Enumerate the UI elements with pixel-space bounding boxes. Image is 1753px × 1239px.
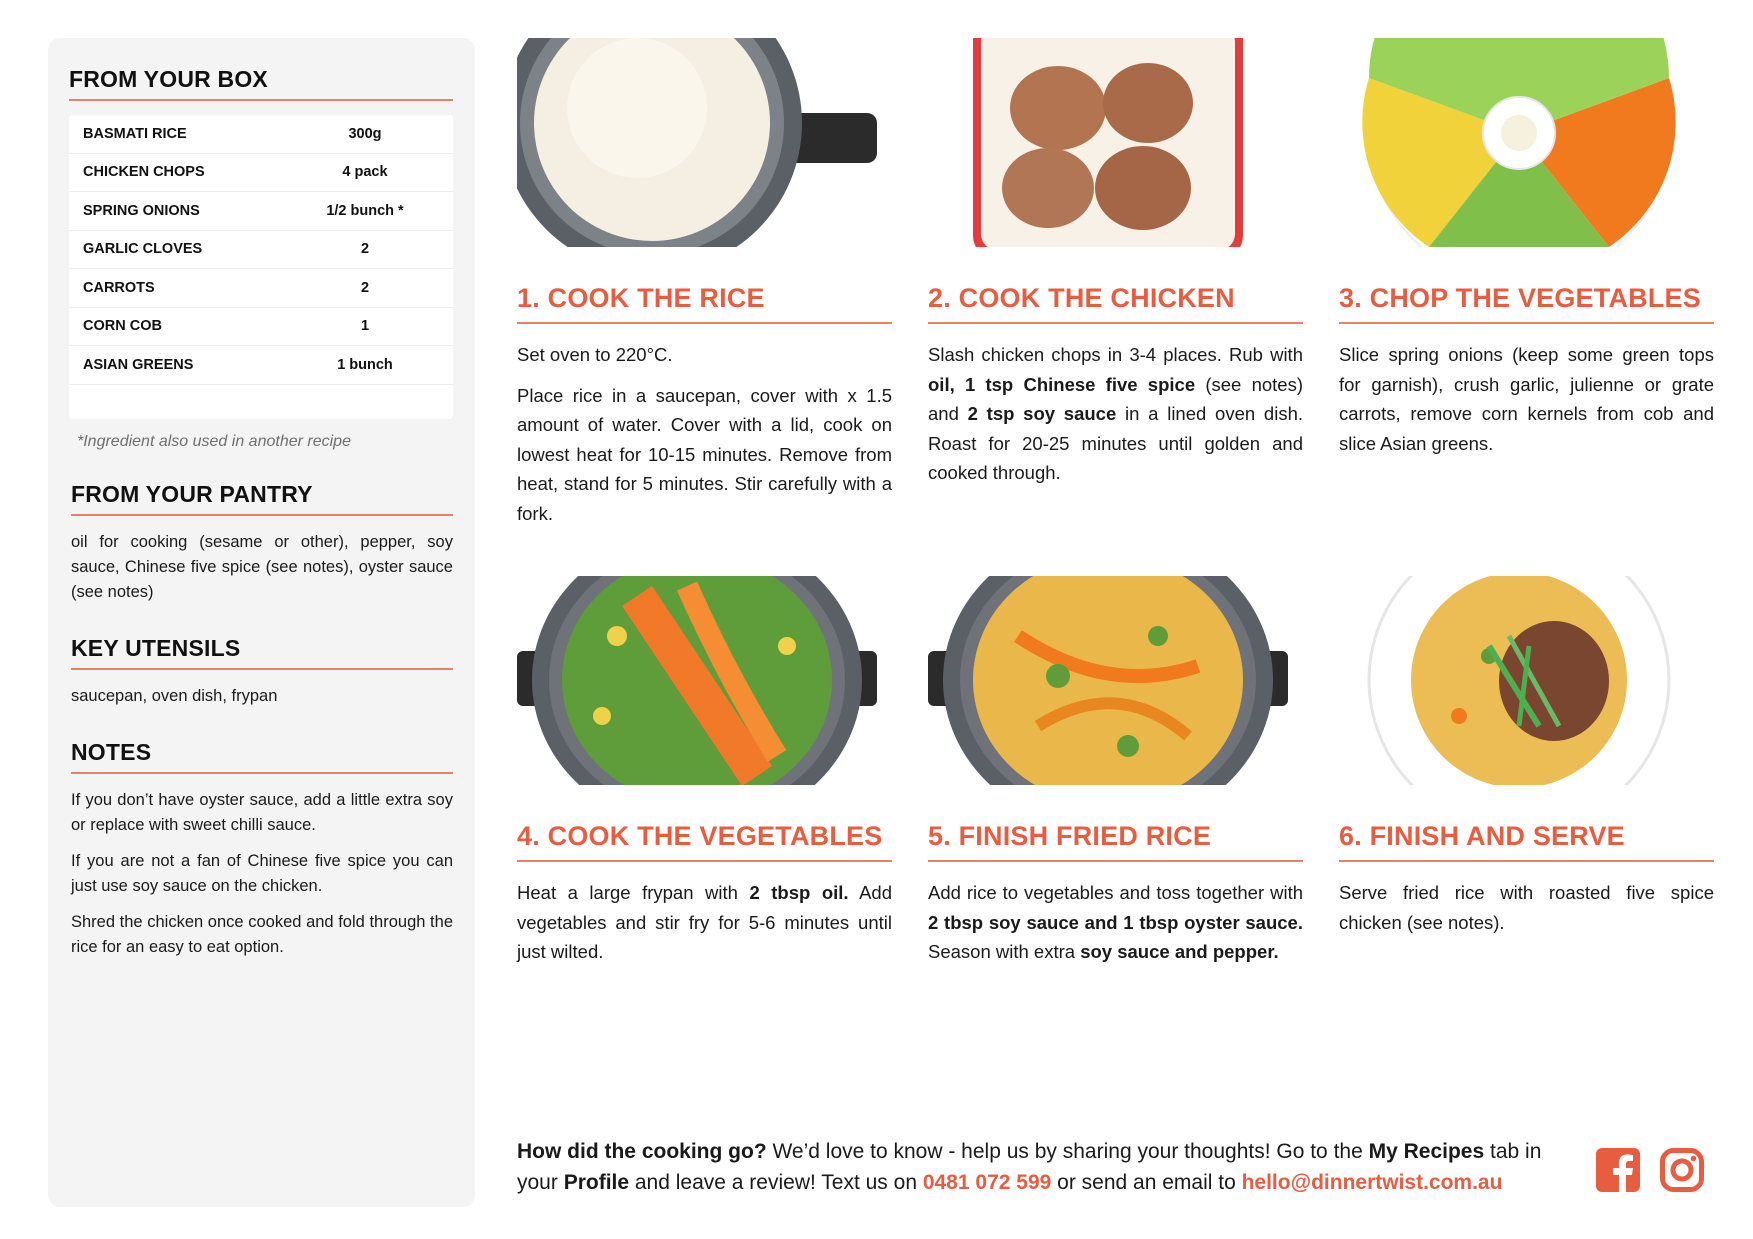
fried-rice-frypan-photo xyxy=(928,576,1288,785)
table-row xyxy=(69,115,453,154)
ingredient-qty: 2 xyxy=(360,279,370,296)
ingredient-name: CORN COB xyxy=(83,318,162,335)
ingredient-name: SPRING ONIONS xyxy=(83,202,200,219)
feedback-question: How did the cooking go? xyxy=(517,1140,767,1163)
step-text: Heat a large frypan with 2 tbsp oil. Add vegetables and stir fry for 5-6 minutes until just wilted. xyxy=(517,882,892,962)
table-row xyxy=(69,346,453,385)
utensils-heading: KEY UTENSILS xyxy=(71,635,453,670)
rice-saucepan-photo xyxy=(517,38,877,247)
my-recipes-tab-label: My Recipes xyxy=(1368,1140,1485,1163)
step-cook-vegetables xyxy=(517,576,892,978)
ingredient-qty: 1 xyxy=(360,318,370,335)
notes-section xyxy=(69,739,453,960)
step-title: 3. CHOP THE VEGETABLES xyxy=(1339,283,1714,324)
step-instructions xyxy=(1339,878,1714,937)
step-finish-fried-rice xyxy=(928,576,1303,978)
step-finish-and-serve xyxy=(1339,576,1714,948)
profile-label: Profile xyxy=(563,1171,630,1194)
step-text: Slash chicken chops in 3-4 places. Rub with oil, 1 tsp Chinese five spice (see notes) and 2 tsp soy sauce in a lined oven dish. Roast for 20-25 minutes until golden and cooked through. xyxy=(928,344,1303,483)
step-instructions xyxy=(928,340,1303,488)
table-row xyxy=(69,308,453,347)
table-row xyxy=(69,192,453,231)
note-item: If you are not a fan of Chinese five spice you can just use soy sauce on the chicken. xyxy=(71,851,453,895)
note-item: Shred the chicken once cooked and fold through the rice for an easy to eat option. xyxy=(71,912,453,956)
step-title: 1. COOK THE RICE xyxy=(517,283,892,324)
served-plate-photo xyxy=(1339,576,1699,785)
chicken-oven-dish-photo xyxy=(928,38,1288,247)
step-cook-chicken xyxy=(928,38,1303,499)
ingredient-qty: 4 pack xyxy=(342,164,388,181)
pantry-section xyxy=(69,481,453,605)
ingredients-table xyxy=(69,115,453,419)
vegetables-frypan-photo xyxy=(517,576,877,785)
table-row xyxy=(69,269,453,308)
utensils-text: saucepan, oven dish, frypan xyxy=(71,686,278,705)
table-row xyxy=(69,231,453,270)
ingredient-name: CHICKEN CHOPS xyxy=(83,164,205,181)
note-item: If you don’t have oyster sauce, add a little extra soy or replace with sweet chilli sauce. xyxy=(71,790,453,834)
phone-link[interactable]: 0481 072 599 xyxy=(922,1171,1052,1194)
ingredient-name: CARROTS xyxy=(83,279,155,296)
ingredients-sidebar xyxy=(48,38,475,1207)
instagram-icon[interactable] xyxy=(1660,1148,1704,1192)
pantry-text: oil for cooking (sesame or other), pepper, soy sauce, Chinese five spice (see notes), oyster sauce (see notes) xyxy=(71,532,453,601)
step-text: Slice spring onions (keep some green tops for garnish), crush garlic, julienne or grate carrots, remove corn kernels from cob and slice Asian greens. xyxy=(1339,344,1714,454)
facebook-icon[interactable] xyxy=(1596,1148,1640,1192)
step-text: Set oven to 220°C. xyxy=(517,344,673,365)
ingredient-name: BASMATI RICE xyxy=(83,125,187,142)
step-instructions xyxy=(517,878,892,967)
step-text: Add rice to vegetables and toss together with 2 tbsp soy sauce and 1 tbsp oyster sauce. Season with extra soy sauce and pepper. xyxy=(928,882,1303,962)
notes-heading: NOTES xyxy=(71,739,453,774)
ingredient-qty: 1 bunch xyxy=(337,356,393,373)
pantry-heading: FROM YOUR PANTRY xyxy=(71,481,453,516)
ingredient-name: GARLIC CLOVES xyxy=(83,241,203,258)
step-chop-vegetables xyxy=(1339,38,1714,469)
from-your-box-heading: FROM YOUR BOX xyxy=(69,66,453,101)
step-title: 2. COOK THE CHICKEN xyxy=(928,283,1303,324)
feedback-message: How did the cooking go? We’d love to know - help us by sharing your thoughts! Go to the My Recipes tab in your Profile and leave a review! Text us on 0481 072 599 or send an email to hello@dinnertwist.com.au xyxy=(517,1140,1542,1194)
email-link[interactable]: hello@dinnertwist.com.au xyxy=(1241,1171,1503,1194)
step-title: 4. COOK THE VEGETABLES xyxy=(517,821,892,862)
step-title: 5. FINISH FRIED RICE xyxy=(928,821,1303,862)
step-cook-rice xyxy=(517,38,892,539)
chopped-vegetables-photo xyxy=(1339,38,1699,247)
step-title: 6. FINISH AND SERVE xyxy=(1339,821,1714,862)
step-instructions xyxy=(928,878,1303,967)
utensils-section xyxy=(69,635,453,709)
step-text: Serve fried rice with roasted five spice chicken (see notes). xyxy=(1339,882,1714,933)
ingredient-qty: 2 xyxy=(360,241,370,258)
shared-ingredient-footnote: *Ingredient also used in another recipe xyxy=(77,432,351,450)
step-text: Place rice in a saucepan, cover with x 1.5 amount of water. Cover with a lid, cook on lowest heat for 10-15 minutes. Remove from heat, stand for 5 minutes. Stir carefully with a fork. xyxy=(517,384,892,524)
ingredient-name: ASIAN GREENS xyxy=(83,356,194,373)
step-instructions xyxy=(1339,340,1714,458)
table-row xyxy=(69,154,453,193)
ingredient-qty: 1/2 bunch * xyxy=(326,202,404,219)
step-instructions xyxy=(517,340,892,528)
ingredient-qty: 300g xyxy=(348,125,382,142)
